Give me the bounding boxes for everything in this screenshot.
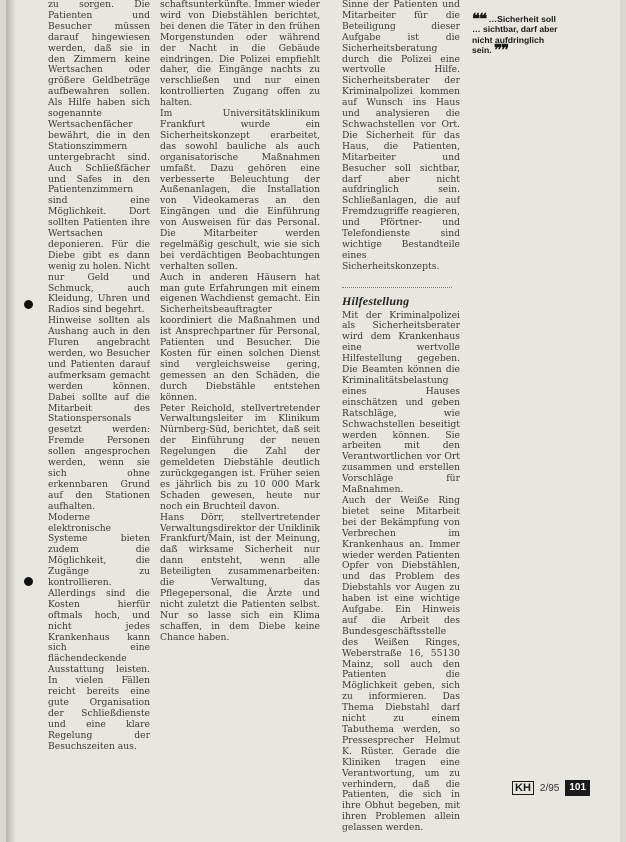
binder-hole-bottom bbox=[24, 577, 33, 586]
text-column-1 bbox=[48, 0, 150, 842]
paragraph: Sinne der Patienten und Mitarbeiter für die Beteiligung dieser Aufgabe ist die Sicherheitsberatung durch die Polizei eine wertvolle Hilfe. Sicherheitsberater der Kriminalpolizei kommen auf Wunsch ins Haus und analysieren die Schwachstellen vor Ort. Die Sicherheit für das Haus, die Patienten, Mitarbeiter und Besucher soll sichtbar, darf aber nicht aufdringlich sein. Schließanlagen, die auf Fremdzugriffe reagieren, und Pförtner- und Telefondienste sind wichtige Bestandteile eines Sicherheitskonzepts. bbox=[342, 0, 460, 272]
paragraph: Moderne elektronische Systeme bieten zudem die Möglichkeit, die Zugänge zu kontrollieren. Allerdings sind die Kosten hierfür oftmals hoch, und nicht jedes Krankenhaus kann sich eine flächendeckende Ausstattung leisten. In vielen Fällen reicht bereits eine gute Organisation der Schließdienste und eine klare Regelung der Besuchszeiten aus. bbox=[48, 511, 150, 752]
section-divider bbox=[342, 287, 452, 288]
text-column-3 bbox=[342, 0, 460, 842]
paragraph: Hinweise sollten als Aushang auch in den Fluren angebracht werden, wo Besucher und Patienten darauf aufmerksam gemacht werden können. Dabei sollte auf die Mitarbeit des Stationspersonals gesetzt werden: Fremde Personen sollen angesprochen werden, wenn sie sich ohne erkennbaren Grund auf den Stationen aufhalten. bbox=[48, 315, 150, 512]
paragraph: Auch der Weiße Ring bietet seine Mitarbeit bei der Bekämpfung von Verbrechen im Krankenhaus an. Immer wieder werden Patienten Opfer von Diebstählen, und das Problem des Diebstahls vor Augen zu haben ist eine wichtige Aufgabe. Ein Hinweis auf die Arbeit des Bundesgeschäftsstelle des Weißen Ringes, Weberstraße 16, 55130 Mainz, soll auch den Patienten die Möglichkeit geben, sich zu informieren. Das Thema Diebstahl darf nicht zu einem Tabuthema werden, so Pressesprecher Helmut K. Rüster. Gerade die Kliniken tragen eine Verantwortung, um zu verhindern, daß die Patienten, die sich in ihre Obhut begeben, mit ihren Problemen allein gelassen werden. bbox=[342, 494, 460, 834]
paragraph: Mit der Kriminalpolizei als Sicherheitsberater wird dem Krankenhaus eine wertvolle Hilfestellung gegeben. Die Beamten können die Kriminalitätsbelastung eines Hauses einschätzen und geben Ratschläge, wie Schwachstellen beseitigt werden können. Sie arbeiten mit den Verantwortlichen vor Ort zusammen und erstellen Vorschläge für Maßnahmen. bbox=[342, 309, 460, 496]
section-heading: Hilfestellung bbox=[342, 293, 410, 308]
magazine-logo: KH bbox=[512, 781, 534, 795]
paragraph: schaftsunterkünfte. Immer wieder wird von Diebstählen berichtet, bei denen die Täter in den frühen Morgenstunden oder während der Nacht in die Gebäude eindringen. Die Polizei empfiehlt daher, die Eingänge nachts zu verschließen und nur einen kontrollierten Zugang offen zu halten. bbox=[160, 0, 320, 109]
issue-number: 2/95 bbox=[539, 782, 560, 794]
pull-quote bbox=[472, 10, 560, 60]
page-footer bbox=[512, 780, 590, 796]
paragraph: Peter Reichold, stellvertretender Verwaltungsleiter im Klinikum Nürnberg-Süd, berichtet, daß seit der Einführung der neuen Regelungen die Zahl der gemeldeten Diebstähle deutlich zurückgegangen ist. Früher seien es jährlich bis zu 10 000 Mark Schaden gewesen, heute nur noch ein Bruchteil davon. bbox=[160, 402, 320, 512]
binding-shadow bbox=[6, 0, 16, 842]
paragraph: Auch in anderen Häusern hat man gute Erfahrungen mit einem eigenen Wachdienst gemacht. Ein Sicherheitsbeauftragter koordiniert die Maßnahmen und ist Ansprechpartner für Personal, Patienten und Besucher. Die Kosten für einen solchen Dienst sind vergleichsweise gering, gemessen an den Schäden, die durch Diebstähle entstehen können. bbox=[160, 271, 320, 403]
paragraph: Hans Dörr, stellvertretender Verwaltungsdirektor der Uniklinik Frankfurt/Main, ist der Meinung, daß wirksame Sicherheit nur dann entsteht, wenn alle Beteiligten zusammenarbeiten: die Verwaltung, das Pflegepersonal, die Ärzte und nicht zuletzt die Patienten selbst. Nur so lasse sich ein Klima schaffen, in dem Diebe keine Chance haben. bbox=[160, 511, 320, 643]
close-quote-icon: ❞❞ bbox=[493, 41, 509, 60]
page-number: 101 bbox=[565, 780, 590, 796]
binder-hole-top bbox=[24, 300, 33, 309]
pull-quote-text: …Sicherheit soll … sichtbar, darf aber nicht aufdringlich sein. bbox=[472, 14, 558, 56]
paragraph: zu sorgen. Die Patienten und Besucher müssen darauf hingewiesen werden, daß sie in den Zimmern keine Wertsachen oder größere Geldbeträge aufbewahren sollen. Als Hilfe haben sich sogenannte Wertsachenfächer bewährt, die in den Stationszimmern untergebracht sind. Auch Schließfächer und Safes in den Patientenzimmern sind eine Möglichkeit. Dort sollten Patienten ihre Wertsachen deponieren. Für die Diebe gibt es dann wenig zu holen. Nicht nur Geld und Schmuck, auch Kleidung, Uhren und Radios sind begehrt. bbox=[48, 0, 150, 316]
open-quote-icon: ❝❝ bbox=[472, 10, 487, 28]
paragraph: Im Universitätsklinikum Frankfurt wurde ein Sicherheitskonzept erarbeitet, das sowohl bauliche als auch organisatorische Maßnahmen umfaßt. Dazu gehören eine verbesserte Beleuchtung der Außenanlagen, die Installation von Videokameras an den Eingängen und die Einführung von Ausweisen für das Personal. Die Mitarbeiter werden regelmäßig geschult, wie sie sich bei verdächtigen Beobachtungen verhalten sollen. bbox=[160, 108, 320, 272]
text-column-2 bbox=[160, 0, 320, 842]
